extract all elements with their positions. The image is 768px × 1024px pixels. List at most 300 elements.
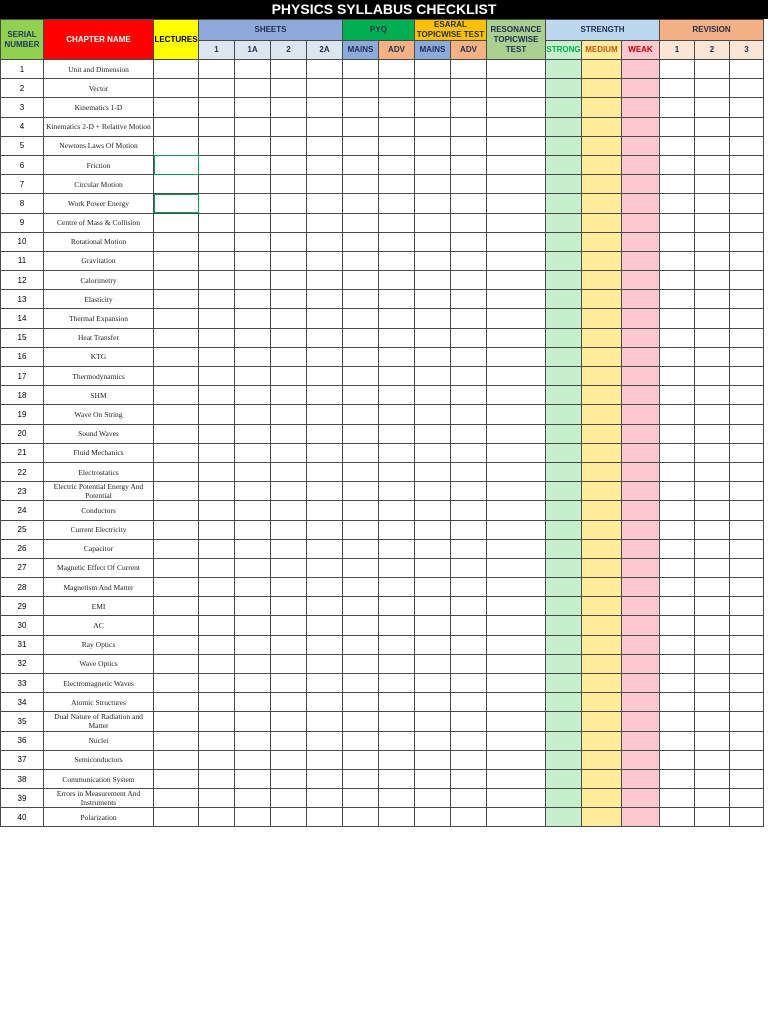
sheet-2a-cell[interactable]	[307, 386, 343, 405]
sheet-1a-cell[interactable]	[235, 424, 271, 443]
revision-2-cell[interactable]	[695, 654, 730, 673]
sheet-2-cell[interactable]	[271, 693, 307, 712]
sheet-1a-cell[interactable]	[235, 558, 271, 577]
revision-1-cell[interactable]	[660, 654, 695, 673]
revision-1-cell[interactable]	[660, 232, 695, 251]
sheet-2a-cell[interactable]	[307, 674, 343, 693]
pyq-mains-cell[interactable]	[343, 251, 379, 270]
revision-1-cell[interactable]	[660, 539, 695, 558]
lectures-cell[interactable]	[154, 136, 199, 155]
sheet-1a-cell[interactable]	[235, 597, 271, 616]
weak-cell[interactable]	[622, 405, 660, 424]
revision-3-cell[interactable]	[730, 175, 764, 194]
revision-3-cell[interactable]	[730, 597, 764, 616]
lectures-cell[interactable]	[154, 654, 199, 673]
revision-1-cell[interactable]	[660, 424, 695, 443]
revision-2-cell[interactable]	[695, 98, 730, 117]
pyq-adv-cell[interactable]	[379, 60, 415, 79]
esaral-mains-cell[interactable]	[415, 175, 451, 194]
revision-2-cell[interactable]	[695, 808, 730, 827]
sheet-1a-cell[interactable]	[235, 271, 271, 290]
revision-2-cell[interactable]	[695, 347, 730, 366]
medium-cell[interactable]	[582, 597, 622, 616]
revision-3-cell[interactable]	[730, 271, 764, 290]
pyq-adv-cell[interactable]	[379, 674, 415, 693]
sheet-2a-cell[interactable]	[307, 367, 343, 386]
revision-1-cell[interactable]	[660, 405, 695, 424]
esaral-adv-cell[interactable]	[451, 731, 487, 750]
pyq-mains-cell[interactable]	[343, 213, 379, 232]
esaral-mains-cell[interactable]	[415, 462, 451, 481]
pyq-adv-cell[interactable]	[379, 98, 415, 117]
sheet-1a-cell[interactable]	[235, 347, 271, 366]
esaral-adv-cell[interactable]	[451, 443, 487, 462]
esaral-mains-cell[interactable]	[415, 501, 451, 520]
sheet-2-cell[interactable]	[271, 482, 307, 501]
strong-cell[interactable]	[546, 117, 582, 136]
pyq-adv-cell[interactable]	[379, 271, 415, 290]
sheet-1a-cell[interactable]	[235, 328, 271, 347]
esaral-adv-cell[interactable]	[451, 674, 487, 693]
weak-cell[interactable]	[622, 251, 660, 270]
sheet-2a-cell[interactable]	[307, 136, 343, 155]
strong-cell[interactable]	[546, 616, 582, 635]
weak-cell[interactable]	[622, 558, 660, 577]
pyq-mains-cell[interactable]	[343, 405, 379, 424]
revision-1-cell[interactable]	[660, 769, 695, 788]
sheet-2a-cell[interactable]	[307, 558, 343, 577]
resonance-test-cell[interactable]	[487, 213, 546, 232]
lectures-cell[interactable]	[154, 424, 199, 443]
revision-2-cell[interactable]	[695, 136, 730, 155]
pyq-mains-cell[interactable]	[343, 558, 379, 577]
sheet-2a-cell[interactable]	[307, 117, 343, 136]
medium-cell[interactable]	[582, 539, 622, 558]
sheet-1a-cell[interactable]	[235, 731, 271, 750]
pyq-mains-cell[interactable]	[343, 136, 379, 155]
revision-2-cell[interactable]	[695, 424, 730, 443]
medium-cell[interactable]	[582, 213, 622, 232]
lectures-cell[interactable]	[154, 60, 199, 79]
sheet-1a-cell[interactable]	[235, 251, 271, 270]
strong-cell[interactable]	[546, 654, 582, 673]
sheet-2a-cell[interactable]	[307, 616, 343, 635]
sheet-1-cell[interactable]	[199, 789, 235, 808]
sheet-1-cell[interactable]	[199, 367, 235, 386]
revision-1-cell[interactable]	[660, 520, 695, 539]
weak-cell[interactable]	[622, 578, 660, 597]
weak-cell[interactable]	[622, 328, 660, 347]
pyq-mains-cell[interactable]	[343, 597, 379, 616]
weak-cell[interactable]	[622, 60, 660, 79]
sheet-2-cell[interactable]	[271, 98, 307, 117]
strong-cell[interactable]	[546, 808, 582, 827]
resonance-test-cell[interactable]	[487, 462, 546, 481]
revision-2-cell[interactable]	[695, 482, 730, 501]
esaral-mains-cell[interactable]	[415, 213, 451, 232]
sheet-2a-cell[interactable]	[307, 175, 343, 194]
revision-1-cell[interactable]	[660, 347, 695, 366]
revision-3-cell[interactable]	[730, 386, 764, 405]
lectures-cell[interactable]	[154, 347, 199, 366]
esaral-adv-cell[interactable]	[451, 194, 487, 213]
weak-cell[interactable]	[622, 750, 660, 769]
weak-cell[interactable]	[622, 808, 660, 827]
pyq-mains-cell[interactable]	[343, 424, 379, 443]
weak-cell[interactable]	[622, 194, 660, 213]
revision-3-cell[interactable]	[730, 750, 764, 769]
esaral-adv-cell[interactable]	[451, 578, 487, 597]
sheet-2-cell[interactable]	[271, 271, 307, 290]
strong-cell[interactable]	[546, 520, 582, 539]
sheet-2-cell[interactable]	[271, 635, 307, 654]
revision-3-cell[interactable]	[730, 501, 764, 520]
revision-2-cell[interactable]	[695, 674, 730, 693]
sheet-2-cell[interactable]	[271, 347, 307, 366]
revision-1-cell[interactable]	[660, 462, 695, 481]
pyq-adv-cell[interactable]	[379, 789, 415, 808]
revision-3-cell[interactable]	[730, 136, 764, 155]
pyq-adv-cell[interactable]	[379, 443, 415, 462]
esaral-adv-cell[interactable]	[451, 558, 487, 577]
revision-3-cell[interactable]	[730, 693, 764, 712]
esaral-adv-cell[interactable]	[451, 290, 487, 309]
resonance-test-cell[interactable]	[487, 731, 546, 750]
medium-cell[interactable]	[582, 616, 622, 635]
strong-cell[interactable]	[546, 712, 582, 731]
revision-2-cell[interactable]	[695, 635, 730, 654]
sheet-1-cell[interactable]	[199, 98, 235, 117]
medium-cell[interactable]	[582, 693, 622, 712]
weak-cell[interactable]	[622, 347, 660, 366]
lectures-cell[interactable]	[154, 443, 199, 462]
medium-cell[interactable]	[582, 290, 622, 309]
pyq-mains-cell[interactable]	[343, 750, 379, 769]
revision-1-cell[interactable]	[660, 712, 695, 731]
pyq-mains-cell[interactable]	[343, 290, 379, 309]
revision-2-cell[interactable]	[695, 117, 730, 136]
pyq-adv-cell[interactable]	[379, 328, 415, 347]
weak-cell[interactable]	[622, 597, 660, 616]
resonance-test-cell[interactable]	[487, 482, 546, 501]
sheet-2a-cell[interactable]	[307, 769, 343, 788]
pyq-mains-cell[interactable]	[343, 271, 379, 290]
sheet-1a-cell[interactable]	[235, 194, 271, 213]
revision-3-cell[interactable]	[730, 290, 764, 309]
esaral-mains-cell[interactable]	[415, 347, 451, 366]
pyq-adv-cell[interactable]	[379, 232, 415, 251]
esaral-adv-cell[interactable]	[451, 405, 487, 424]
pyq-adv-cell[interactable]	[379, 750, 415, 769]
resonance-test-cell[interactable]	[487, 328, 546, 347]
sheet-2-cell[interactable]	[271, 386, 307, 405]
revision-2-cell[interactable]	[695, 539, 730, 558]
revision-3-cell[interactable]	[730, 769, 764, 788]
revision-1-cell[interactable]	[660, 213, 695, 232]
revision-1-cell[interactable]	[660, 693, 695, 712]
medium-cell[interactable]	[582, 175, 622, 194]
lectures-cell[interactable]	[154, 808, 199, 827]
pyq-mains-cell[interactable]	[343, 635, 379, 654]
sheet-2a-cell[interactable]	[307, 578, 343, 597]
strong-cell[interactable]	[546, 750, 582, 769]
pyq-adv-cell[interactable]	[379, 213, 415, 232]
sheet-1a-cell[interactable]	[235, 462, 271, 481]
sheet-1-cell[interactable]	[199, 597, 235, 616]
revision-2-cell[interactable]	[695, 462, 730, 481]
pyq-mains-cell[interactable]	[343, 731, 379, 750]
weak-cell[interactable]	[622, 290, 660, 309]
lectures-cell[interactable]	[154, 309, 199, 328]
weak-cell[interactable]	[622, 520, 660, 539]
pyq-adv-cell[interactable]	[379, 597, 415, 616]
resonance-test-cell[interactable]	[487, 712, 546, 731]
revision-3-cell[interactable]	[730, 616, 764, 635]
esaral-adv-cell[interactable]	[451, 79, 487, 98]
revision-1-cell[interactable]	[660, 501, 695, 520]
esaral-mains-cell[interactable]	[415, 578, 451, 597]
lectures-cell[interactable]	[154, 616, 199, 635]
sheet-1-cell[interactable]	[199, 616, 235, 635]
strong-cell[interactable]	[546, 597, 582, 616]
sheet-2-cell[interactable]	[271, 424, 307, 443]
lectures-cell[interactable]	[154, 539, 199, 558]
strong-cell[interactable]	[546, 290, 582, 309]
pyq-adv-cell[interactable]	[379, 520, 415, 539]
sheet-1a-cell[interactable]	[235, 808, 271, 827]
lectures-cell[interactable]	[154, 328, 199, 347]
esaral-adv-cell[interactable]	[451, 213, 487, 232]
resonance-test-cell[interactable]	[487, 251, 546, 270]
revision-1-cell[interactable]	[660, 194, 695, 213]
pyq-mains-cell[interactable]	[343, 443, 379, 462]
sheet-2-cell[interactable]	[271, 155, 307, 174]
sheet-2-cell[interactable]	[271, 750, 307, 769]
strong-cell[interactable]	[546, 731, 582, 750]
medium-cell[interactable]	[582, 271, 622, 290]
revision-1-cell[interactable]	[660, 635, 695, 654]
esaral-adv-cell[interactable]	[451, 693, 487, 712]
sheet-2-cell[interactable]	[271, 769, 307, 788]
sheet-1a-cell[interactable]	[235, 693, 271, 712]
resonance-test-cell[interactable]	[487, 367, 546, 386]
sheet-1-cell[interactable]	[199, 347, 235, 366]
revision-2-cell[interactable]	[695, 251, 730, 270]
revision-2-cell[interactable]	[695, 769, 730, 788]
revision-2-cell[interactable]	[695, 731, 730, 750]
revision-3-cell[interactable]	[730, 117, 764, 136]
strong-cell[interactable]	[546, 424, 582, 443]
sheet-2-cell[interactable]	[271, 443, 307, 462]
weak-cell[interactable]	[622, 712, 660, 731]
revision-3-cell[interactable]	[730, 539, 764, 558]
resonance-test-cell[interactable]	[487, 808, 546, 827]
esaral-mains-cell[interactable]	[415, 597, 451, 616]
esaral-mains-cell[interactable]	[415, 808, 451, 827]
resonance-test-cell[interactable]	[487, 424, 546, 443]
sheet-1-cell[interactable]	[199, 194, 235, 213]
weak-cell[interactable]	[622, 789, 660, 808]
weak-cell[interactable]	[622, 175, 660, 194]
pyq-adv-cell[interactable]	[379, 808, 415, 827]
revision-2-cell[interactable]	[695, 155, 730, 174]
weak-cell[interactable]	[622, 482, 660, 501]
esaral-mains-cell[interactable]	[415, 769, 451, 788]
pyq-adv-cell[interactable]	[379, 482, 415, 501]
pyq-adv-cell[interactable]	[379, 155, 415, 174]
sheet-1a-cell[interactable]	[235, 98, 271, 117]
strong-cell[interactable]	[546, 136, 582, 155]
lectures-cell[interactable]	[154, 789, 199, 808]
lectures-cell[interactable]	[154, 79, 199, 98]
sheet-2-cell[interactable]	[271, 712, 307, 731]
sheet-2a-cell[interactable]	[307, 60, 343, 79]
resonance-test-cell[interactable]	[487, 194, 546, 213]
revision-3-cell[interactable]	[730, 213, 764, 232]
resonance-test-cell[interactable]	[487, 309, 546, 328]
sheet-2a-cell[interactable]	[307, 213, 343, 232]
sheet-2-cell[interactable]	[271, 789, 307, 808]
pyq-adv-cell[interactable]	[379, 578, 415, 597]
pyq-mains-cell[interactable]	[343, 654, 379, 673]
weak-cell[interactable]	[622, 443, 660, 462]
revision-1-cell[interactable]	[660, 309, 695, 328]
esaral-adv-cell[interactable]	[451, 501, 487, 520]
esaral-mains-cell[interactable]	[415, 194, 451, 213]
esaral-adv-cell[interactable]	[451, 386, 487, 405]
medium-cell[interactable]	[582, 501, 622, 520]
revision-1-cell[interactable]	[660, 789, 695, 808]
pyq-mains-cell[interactable]	[343, 367, 379, 386]
weak-cell[interactable]	[622, 117, 660, 136]
revision-2-cell[interactable]	[695, 386, 730, 405]
resonance-test-cell[interactable]	[487, 750, 546, 769]
revision-1-cell[interactable]	[660, 443, 695, 462]
pyq-adv-cell[interactable]	[379, 367, 415, 386]
strong-cell[interactable]	[546, 79, 582, 98]
sheet-2a-cell[interactable]	[307, 347, 343, 366]
strong-cell[interactable]	[546, 635, 582, 654]
revision-1-cell[interactable]	[660, 271, 695, 290]
medium-cell[interactable]	[582, 520, 622, 539]
strong-cell[interactable]	[546, 405, 582, 424]
pyq-mains-cell[interactable]	[343, 60, 379, 79]
medium-cell[interactable]	[582, 367, 622, 386]
weak-cell[interactable]	[622, 654, 660, 673]
lectures-cell[interactable]	[154, 501, 199, 520]
sheet-1-cell[interactable]	[199, 405, 235, 424]
pyq-mains-cell[interactable]	[343, 808, 379, 827]
lectures-cell[interactable]	[154, 290, 199, 309]
esaral-mains-cell[interactable]	[415, 136, 451, 155]
pyq-adv-cell[interactable]	[379, 616, 415, 635]
esaral-adv-cell[interactable]	[451, 520, 487, 539]
esaral-mains-cell[interactable]	[415, 155, 451, 174]
revision-1-cell[interactable]	[660, 136, 695, 155]
lectures-cell[interactable]	[154, 232, 199, 251]
resonance-test-cell[interactable]	[487, 98, 546, 117]
pyq-mains-cell[interactable]	[343, 501, 379, 520]
esaral-mains-cell[interactable]	[415, 482, 451, 501]
sheet-2a-cell[interactable]	[307, 424, 343, 443]
sheet-2a-cell[interactable]	[307, 654, 343, 673]
esaral-adv-cell[interactable]	[451, 367, 487, 386]
pyq-mains-cell[interactable]	[343, 347, 379, 366]
pyq-adv-cell[interactable]	[379, 175, 415, 194]
weak-cell[interactable]	[622, 501, 660, 520]
lectures-cell[interactable]	[154, 405, 199, 424]
esaral-mains-cell[interactable]	[415, 290, 451, 309]
resonance-test-cell[interactable]	[487, 443, 546, 462]
sheet-1a-cell[interactable]	[235, 674, 271, 693]
sheet-2a-cell[interactable]	[307, 290, 343, 309]
sheet-2a-cell[interactable]	[307, 462, 343, 481]
sheet-2-cell[interactable]	[271, 616, 307, 635]
esaral-mains-cell[interactable]	[415, 654, 451, 673]
weak-cell[interactable]	[622, 462, 660, 481]
pyq-adv-cell[interactable]	[379, 309, 415, 328]
sheet-2a-cell[interactable]	[307, 520, 343, 539]
esaral-adv-cell[interactable]	[451, 539, 487, 558]
resonance-test-cell[interactable]	[487, 789, 546, 808]
revision-1-cell[interactable]	[660, 482, 695, 501]
esaral-mains-cell[interactable]	[415, 674, 451, 693]
lectures-cell[interactable]	[154, 117, 199, 136]
esaral-mains-cell[interactable]	[415, 443, 451, 462]
revision-2-cell[interactable]	[695, 290, 730, 309]
pyq-mains-cell[interactable]	[343, 482, 379, 501]
esaral-mains-cell[interactable]	[415, 731, 451, 750]
sheet-1-cell[interactable]	[199, 271, 235, 290]
sheet-2-cell[interactable]	[271, 175, 307, 194]
lectures-cell[interactable]	[154, 693, 199, 712]
medium-cell[interactable]	[582, 347, 622, 366]
resonance-test-cell[interactable]	[487, 578, 546, 597]
strong-cell[interactable]	[546, 271, 582, 290]
pyq-mains-cell[interactable]	[343, 539, 379, 558]
strong-cell[interactable]	[546, 443, 582, 462]
resonance-test-cell[interactable]	[487, 117, 546, 136]
medium-cell[interactable]	[582, 60, 622, 79]
revision-2-cell[interactable]	[695, 367, 730, 386]
sheet-1a-cell[interactable]	[235, 578, 271, 597]
sheet-1a-cell[interactable]	[235, 482, 271, 501]
strong-cell[interactable]	[546, 539, 582, 558]
esaral-adv-cell[interactable]	[451, 251, 487, 270]
revision-2-cell[interactable]	[695, 60, 730, 79]
medium-cell[interactable]	[582, 136, 622, 155]
sheet-1a-cell[interactable]	[235, 290, 271, 309]
strong-cell[interactable]	[546, 175, 582, 194]
strong-cell[interactable]	[546, 769, 582, 788]
sheet-1a-cell[interactable]	[235, 539, 271, 558]
revision-3-cell[interactable]	[730, 462, 764, 481]
strong-cell[interactable]	[546, 386, 582, 405]
sheet-1-cell[interactable]	[199, 328, 235, 347]
strong-cell[interactable]	[546, 155, 582, 174]
lectures-cell[interactable]	[154, 578, 199, 597]
esaral-mains-cell[interactable]	[415, 79, 451, 98]
sheet-2-cell[interactable]	[271, 462, 307, 481]
resonance-test-cell[interactable]	[487, 60, 546, 79]
revision-2-cell[interactable]	[695, 501, 730, 520]
revision-1-cell[interactable]	[660, 367, 695, 386]
weak-cell[interactable]	[622, 309, 660, 328]
revision-3-cell[interactable]	[730, 232, 764, 251]
revision-3-cell[interactable]	[730, 347, 764, 366]
resonance-test-cell[interactable]	[487, 79, 546, 98]
weak-cell[interactable]	[622, 213, 660, 232]
